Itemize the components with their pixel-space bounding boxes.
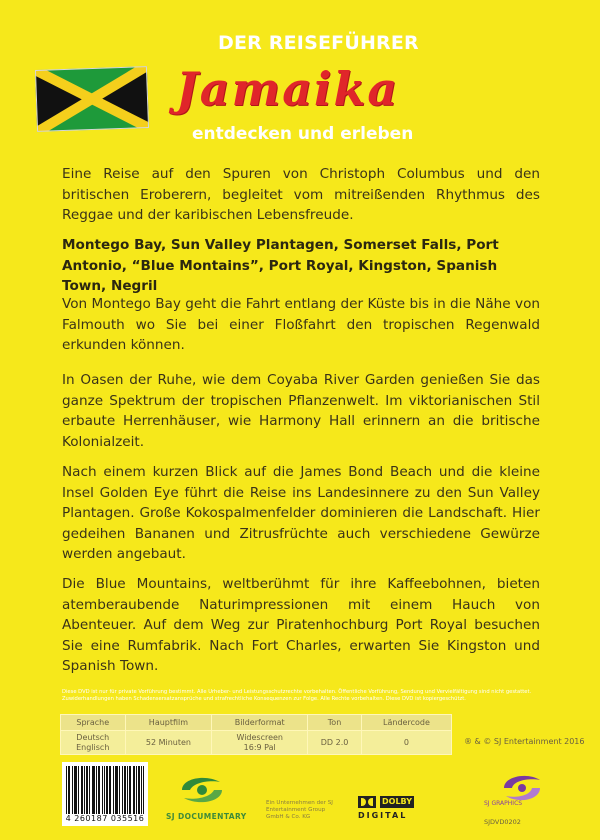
intro-paragraph: Eine Reise auf den Spuren von Christoph Columbus und den britischen Eroberern, begleitet vom mitreißenden Rhythmus des Reggae und der karibischen Lebensfreude.	[62, 166, 540, 223]
value-audio: DD 2.0	[308, 731, 362, 755]
dolby-word: DOLBY	[382, 797, 412, 806]
sj-documentary-logo-icon	[176, 772, 228, 808]
table-row	[61, 731, 452, 755]
legal-notice: Diese DVD ist nur für private Vorführung bestimmt. Alle Urheber- und Leistungsschutzrechte vorbehalten. Öffentliche Vorführung, Sendung und Vervielfältigung sind nicht gestattet. Zuwiderhandlungen haben Schadensersatzansprüche und strafrechtliche Konsequenzen zur Folge. Alle Rechte vorbehalten. Diese DVD ist kopiergeschützt.	[62, 689, 532, 702]
barcode-number: 4 260187 035516	[65, 814, 145, 823]
dolby-double-d-icon	[358, 796, 376, 808]
sj-graphics-label: SJ GRAPHICS	[484, 800, 523, 807]
sj-documentary-label: SJ DOCUMENTARY	[166, 812, 247, 821]
page-title: Jamaika	[176, 62, 400, 116]
catalog-number: SJDVD0202	[484, 818, 521, 826]
barcode	[62, 762, 148, 826]
table-header-row	[61, 715, 452, 731]
header-region: Ländercode	[361, 715, 451, 731]
header-runtime: Hauptfilm	[125, 715, 212, 731]
places-list: Montego Bay, Sun Valley Plantagen, Somerset Falls, Port Antonio, “Blue Montains”, Port Royal, Kingston, Spanish Town, Negril	[62, 237, 499, 294]
dvd-info-table	[60, 714, 452, 755]
company-text: Ein Unternehmen der SJ Entertainment Group GmbH & Co. KG	[266, 800, 333, 820]
copyright-notice: ® & © SJ Entertainment 2016	[464, 737, 585, 746]
paragraph-plantations: Nach einem kurzen Blick auf die James Bond Beach und die kleine Insel Golden Eye führt die Reise ins Landesinnere zu den Sun Valley Plantagen. Große Kokospalmenfelder dominieren die Landschaft. Hier gedeihen Bananen und Zitrusfrüchte auch verschiedene Gewürze werden angebaut.	[62, 464, 540, 562]
value-runtime: 52 Minuten	[125, 731, 212, 755]
value-language: Deutsch Englisch	[61, 731, 126, 755]
series-title: DER REISEFÜHRER	[218, 32, 419, 54]
paragraph-blue-mountains: Die Blue Mountains, weltberühmt für ihre Kaffeebohnen, bieten atemberaubende Naturimpressionen mit einem Hauch von Abenteuer. Auf dem Weg zur Piratenhochburg Port Royal besuchen Sie eine Rumfabrik. Nach Fort Charles, erwarten Sie Kingston und Spanish Town.	[62, 576, 540, 674]
barcode-icon	[66, 766, 144, 814]
value-format: Widescreen 16:9 Pal	[212, 731, 308, 755]
header-format: Bilderformat	[212, 715, 308, 731]
dolby-digital-label: DIGITAL	[358, 811, 408, 820]
paragraph-gardens: In Oasen der Ruhe, wie dem Coyaba River Garden genießen Sie das ganze Spektrum der tropischen Pflanzenwelt. Im viktorianischen Stil erbaute Herrenhäuser, wie Harmony Hall erinnern an die britische Kolonialzeit.	[62, 372, 540, 450]
jamaica-flag-icon	[35, 66, 149, 132]
paragraph-montego-bay: Von Montego Bay geht die Fahrt entlang der Küste bis in die Nähe von Falmouth wo Sie bei einer Floßfahrt den tropischen Regenwald erkunden können.	[62, 296, 540, 353]
header-language: Sprache	[61, 715, 126, 731]
dolby-digital-logo	[358, 796, 422, 824]
page-subtitle: entdecken und erleben	[192, 124, 414, 144]
value-region: 0	[361, 731, 451, 755]
header-audio: Ton	[308, 715, 362, 731]
